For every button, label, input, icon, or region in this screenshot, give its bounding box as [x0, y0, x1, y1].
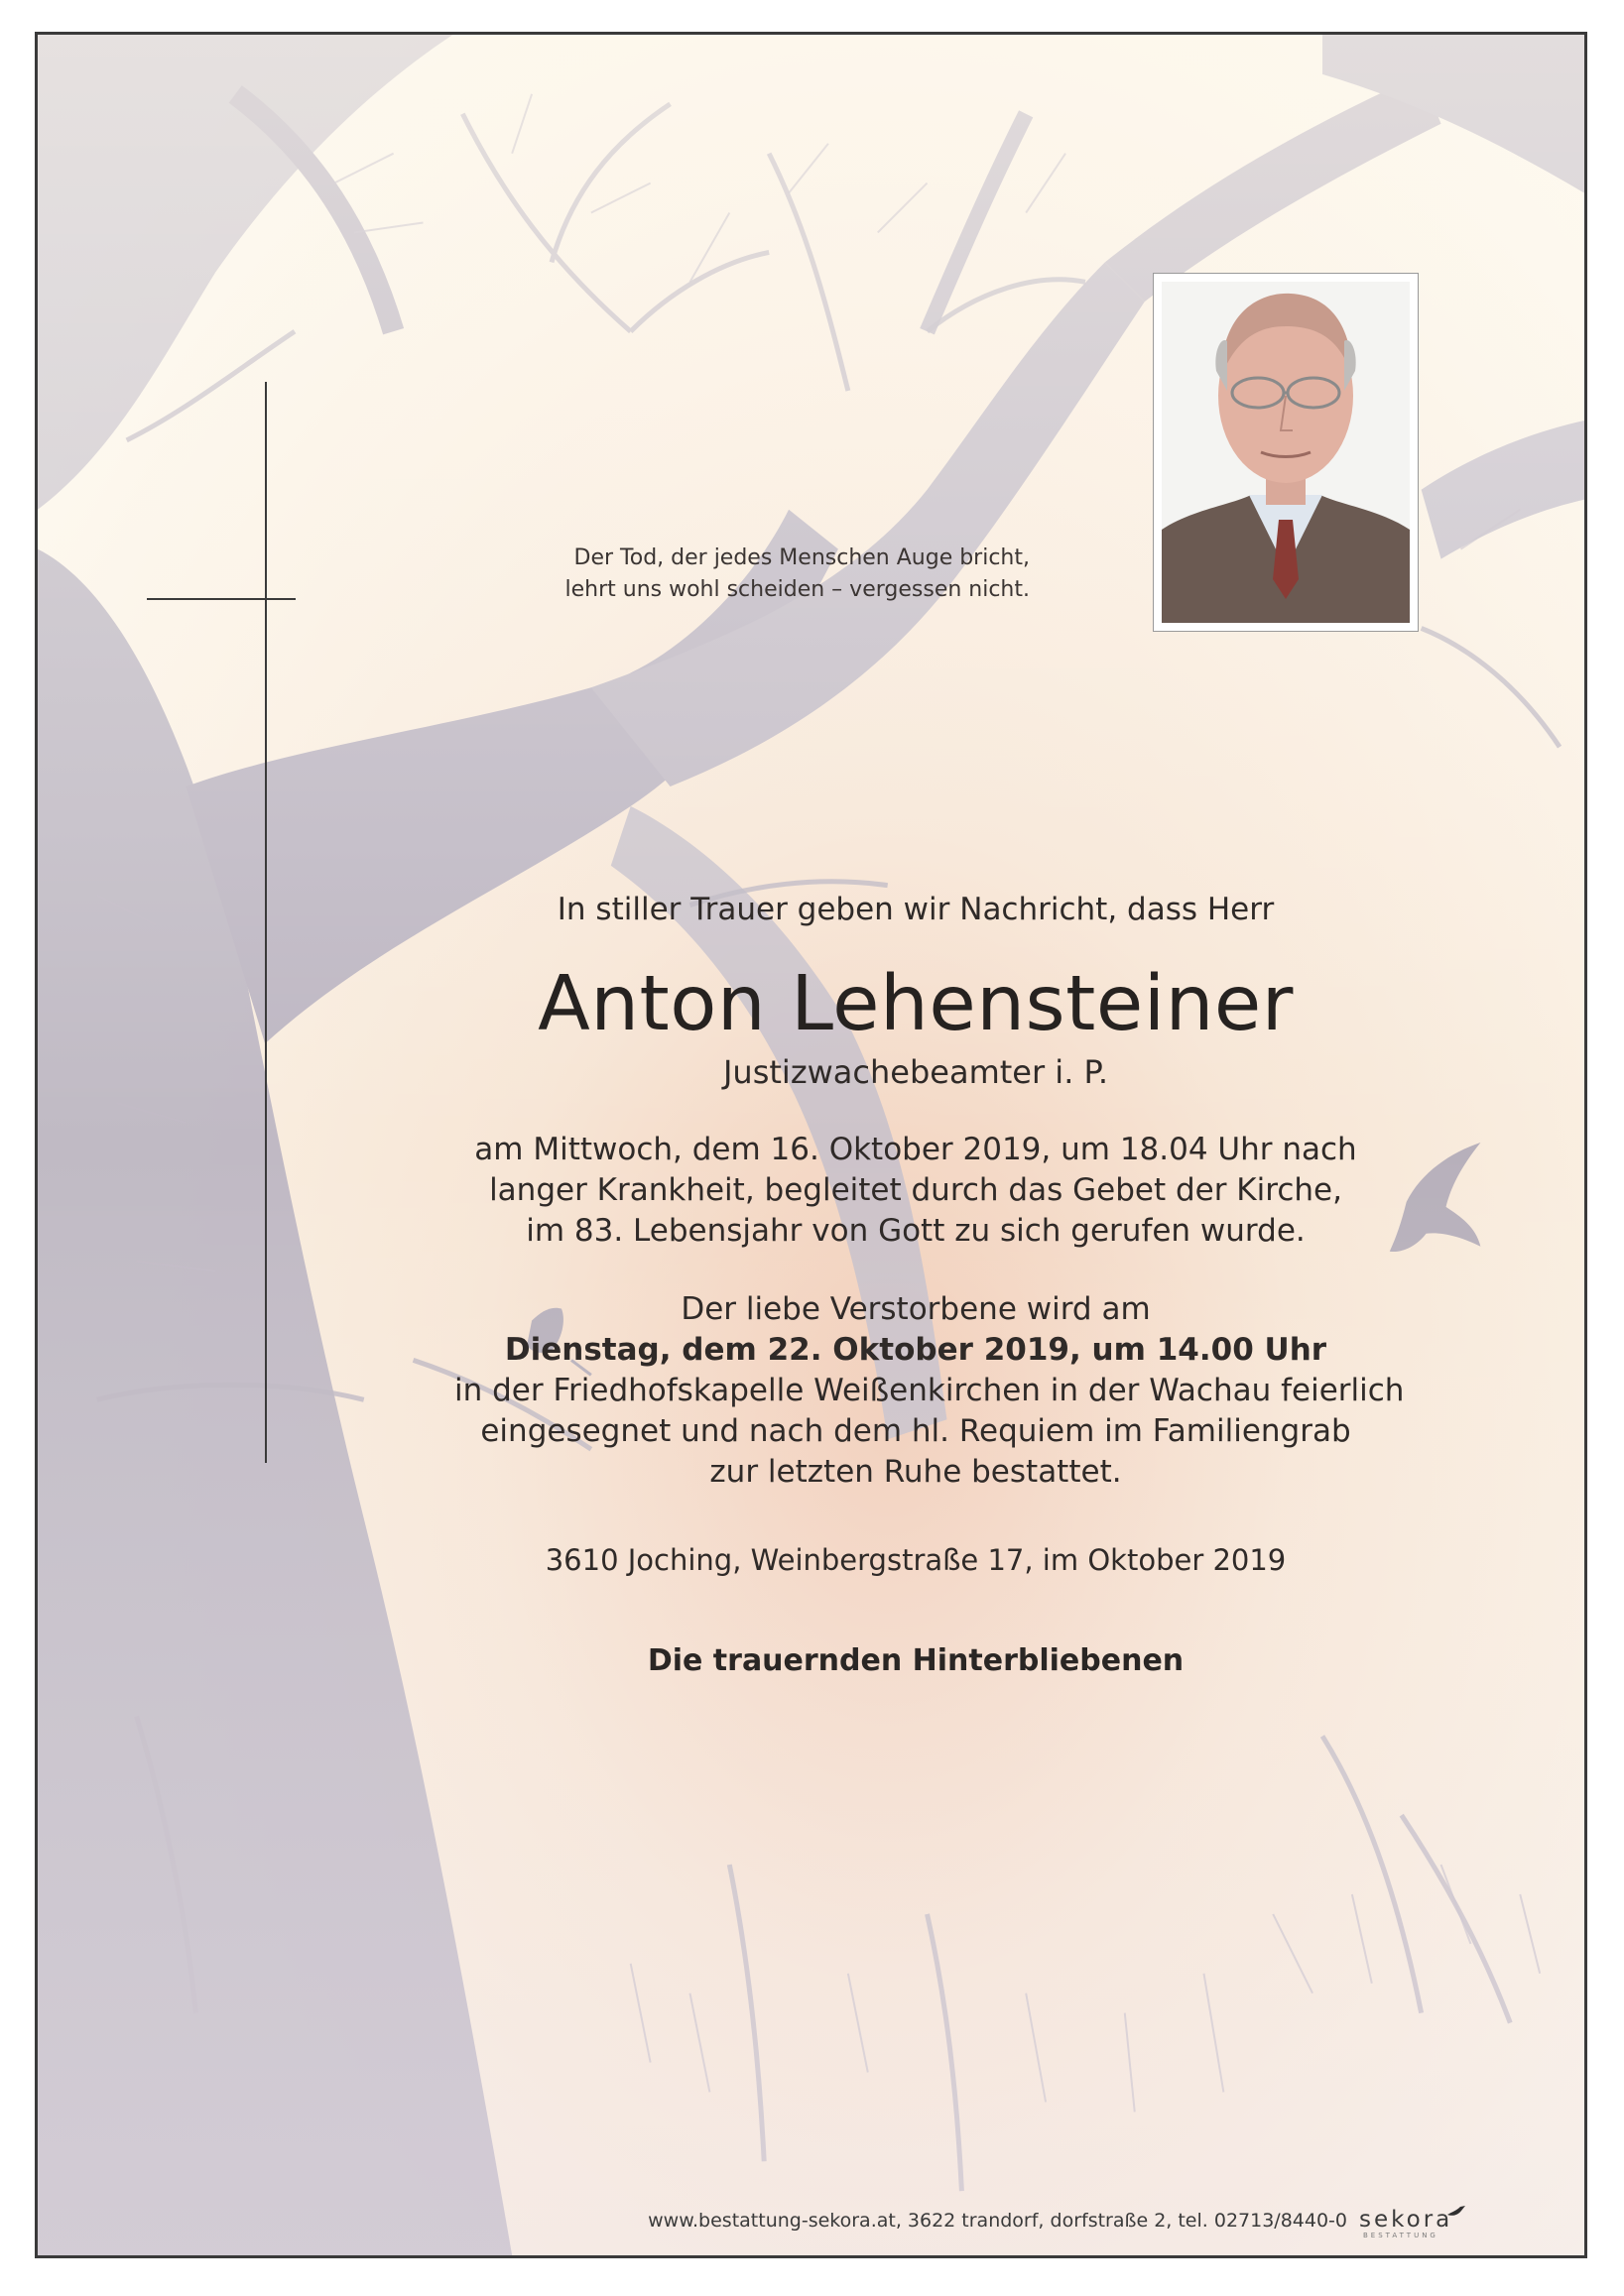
cross-icon [38, 35, 296, 1473]
bird-logo-icon [1446, 2205, 1466, 2221]
logo-subtitle: BESTATTUNG [1363, 2232, 1438, 2239]
signature: Die trauernden Hinterbliebenen [647, 1643, 1185, 1678]
place-and-date: 3610 Joching, Weinbergstraße 17, im Oktober 2019 [545, 1543, 1287, 1577]
memorial-quote [514, 543, 1030, 606]
funeral-date: Dienstag, dem 22. Oktober 2019, um 14.00 Uhr [504, 1332, 1327, 1368]
announcement-lead: In stiller Trauer geben wir Nachricht, dass Herr [557, 892, 1275, 927]
announcement [454, 888, 1405, 1681]
quote-line-1: Der Tod, der jedes Menschen Auge bricht, [573, 545, 1030, 570]
funeral-line: in der Friedhofskapelle Weißenkirchen in der Wachau feierlich [454, 1373, 1405, 1408]
funeral-line: zur letzten Ruhe bestattet. [709, 1454, 1122, 1490]
death-line: langer Krankheit, begleitet durch das Gebet der Kirche, [489, 1172, 1342, 1208]
footer-contact: www.bestattung-sekora.at, 3622 trandorf, dorfstraße 2, tel. 02713/8440-0 [648, 2210, 1347, 2232]
deceased-name: Anton Lehensteiner [538, 960, 1294, 1048]
death-line: im 83. Lebensjahr von Gott zu sich gerufen wurde. [526, 1213, 1306, 1249]
portrait-image [1162, 282, 1410, 623]
death-line: am Mittwoch, dem 16. Oktober 2019, um 18.04 Uhr nach [474, 1132, 1357, 1167]
company-logo [1359, 2205, 1468, 2244]
funeral-notice [454, 1289, 1405, 1493]
death-notice [454, 1130, 1377, 1252]
funeral-line: Der liebe Verstorbene wird am [681, 1291, 1151, 1327]
deceased-title: Justizwachebeamter i. P. [722, 1053, 1109, 1091]
funeral-line: eingesegnet und nach dem hl. Requiem im Familiengrab [480, 1413, 1351, 1449]
portrait-photo [1153, 273, 1419, 632]
logo-wordmark: sekora [1359, 2207, 1453, 2233]
quote-line-2: lehrt uns wohl scheiden – vergessen nicht. [564, 577, 1030, 602]
border-frame [35, 32, 1587, 2258]
